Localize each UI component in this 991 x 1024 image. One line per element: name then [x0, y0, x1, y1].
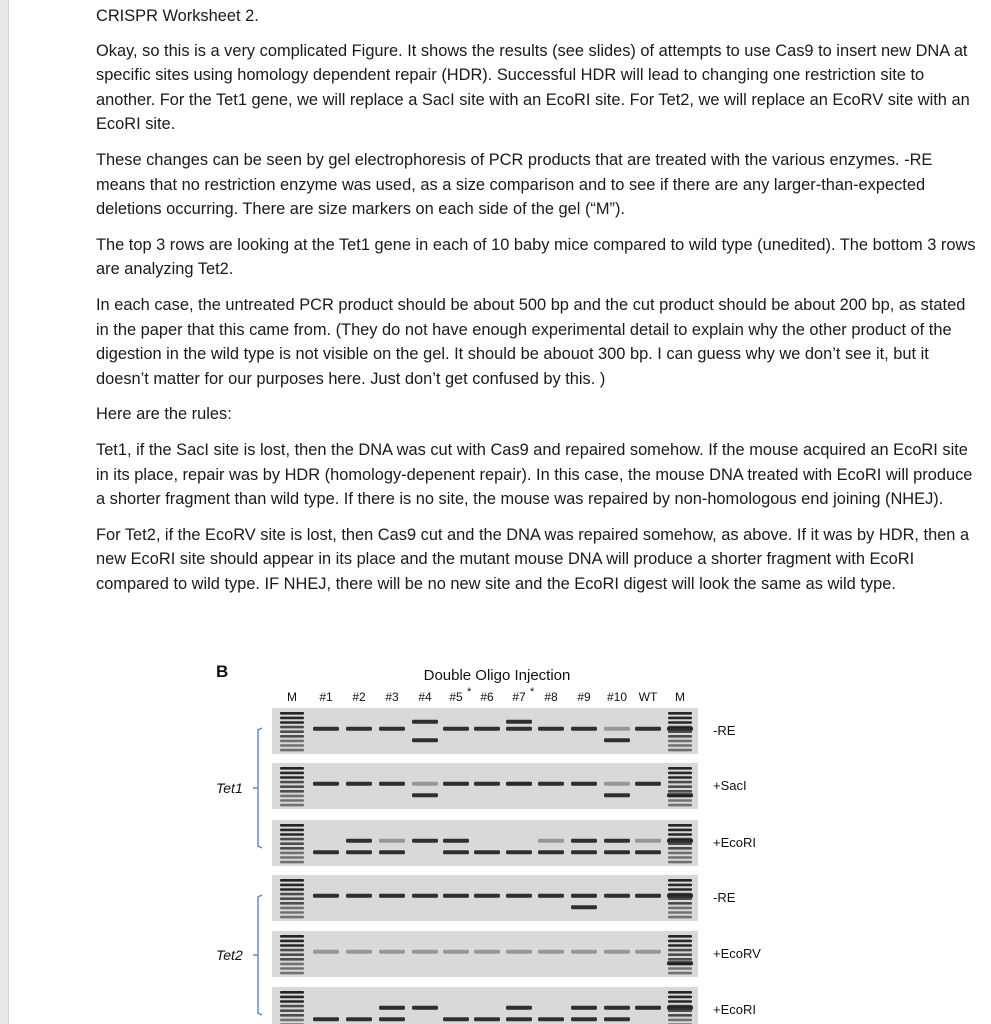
lane-label-n10: #10	[606, 690, 628, 704]
row-label-tet2-ecori: +EcoRI	[713, 1002, 756, 1017]
lane-label-n6: #6	[480, 690, 494, 704]
ladder-band	[280, 776, 304, 779]
gel-tet2-ecorv	[272, 931, 698, 977]
ladder-band	[280, 888, 304, 891]
row-label-tet1-ecori: +EcoRI	[713, 835, 756, 850]
ladder-band	[668, 967, 692, 970]
gel-band	[604, 894, 630, 898]
gel-band	[667, 1006, 693, 1010]
ladder-band	[668, 852, 692, 855]
ladder-band	[668, 897, 692, 900]
ladder-band	[668, 721, 692, 724]
ladder-band	[280, 967, 304, 970]
ladder-band	[280, 799, 304, 802]
gel-band	[506, 894, 532, 898]
gel-band	[604, 727, 630, 731]
gel-tet2-ecori	[272, 987, 698, 1024]
ladder-band	[668, 749, 692, 752]
gel-tet1-ecori	[272, 820, 698, 866]
gel-band	[379, 839, 405, 843]
lane-labels	[287, 686, 685, 704]
gel-band	[667, 894, 693, 898]
gel-band	[604, 850, 630, 854]
gel-band	[571, 1006, 597, 1010]
ladder-band	[280, 852, 304, 855]
group-brackets	[216, 728, 262, 1015]
gel-band	[538, 894, 564, 898]
ladder-band	[280, 856, 304, 859]
gel-band	[474, 894, 500, 898]
ladder-band	[668, 735, 692, 738]
ladder-band	[280, 1014, 304, 1017]
gel-band	[379, 894, 405, 898]
gel-band	[635, 894, 661, 898]
ladder-band	[280, 953, 304, 956]
gel-band	[506, 1006, 532, 1010]
gel-band	[412, 894, 438, 898]
gel-band	[538, 850, 564, 854]
gel-band	[313, 1017, 339, 1021]
gel-band	[538, 1017, 564, 1021]
ladder-band	[668, 824, 692, 827]
ladder-band	[668, 935, 692, 938]
gel-tet1-re	[272, 708, 698, 754]
row-label-tet2-ecorv: +EcoRV	[713, 946, 761, 961]
gel-band	[443, 950, 469, 954]
gel-band	[474, 727, 500, 731]
gel-band	[571, 905, 597, 909]
gel-band	[474, 850, 500, 854]
gel-band	[412, 950, 438, 954]
ladder-band	[280, 740, 304, 743]
ladder-band	[280, 744, 304, 747]
gel-band	[571, 850, 597, 854]
marker-ladder	[668, 879, 692, 918]
ladder-band	[668, 856, 692, 859]
gel-band	[604, 782, 630, 786]
ladder-band	[668, 785, 692, 788]
ladder-band	[668, 1019, 692, 1022]
ladder-band	[668, 879, 692, 882]
gel-tet2-re	[272, 875, 698, 921]
ladder-band	[280, 712, 304, 715]
gel-band	[443, 894, 469, 898]
lane-star-n5: *	[467, 686, 472, 698]
ladder-band	[280, 1000, 304, 1003]
ladder-band	[280, 996, 304, 999]
gel-band	[571, 839, 597, 843]
ladder-band	[280, 893, 304, 896]
ladder-band	[668, 911, 692, 914]
gel-band	[667, 839, 693, 843]
gel-background	[272, 931, 698, 977]
ladder-band	[668, 804, 692, 807]
gel-band	[379, 727, 405, 731]
lane-label-n9: #9	[577, 690, 591, 704]
ladder-band	[668, 949, 692, 952]
paragraph-sizes: In each case, the untreated PCR product should be about 500 bp and the cut product should be about 200 bp, as stated in the paper that this came from. (They do not have enough experimental detail to explain why the other product of the digestion in the wild type is not visible on the gel. It should be abouot 300 bp. I can guess why we don’t see it, but it doesn’t matter for our purposes here. Just don’t get confused by this. )	[96, 295, 966, 388]
lane-label-n2: #2	[352, 690, 366, 704]
ladder-band	[280, 1009, 304, 1012]
gel-band	[474, 950, 500, 954]
gel-band	[412, 793, 438, 797]
marker-ladder	[668, 712, 692, 751]
gel-band	[346, 894, 372, 898]
gel-band	[443, 850, 469, 854]
gel-band	[379, 1006, 405, 1010]
gel-band	[443, 1017, 469, 1021]
ladder-band	[280, 940, 304, 943]
ladder-band	[280, 907, 304, 910]
ladder-band	[280, 717, 304, 720]
gel-band	[635, 1006, 661, 1010]
gel-band	[346, 782, 372, 786]
ladder-band	[668, 799, 692, 802]
gel-band	[412, 782, 438, 786]
gel-band	[506, 850, 532, 854]
ladder-band	[280, 944, 304, 947]
group-label-tet2: Tet2	[216, 947, 243, 963]
gel-band	[412, 1006, 438, 1010]
ladder-band	[668, 958, 692, 961]
ladder-band	[280, 838, 304, 841]
gel-band	[604, 839, 630, 843]
row-labels	[713, 723, 761, 1017]
ladder-band	[668, 1014, 692, 1017]
ladder-band	[280, 842, 304, 845]
gel-band	[635, 850, 661, 854]
ladder-band	[280, 963, 304, 966]
marker-ladder	[280, 712, 304, 751]
gel-band	[379, 1017, 405, 1021]
gel-band	[604, 1006, 630, 1010]
ladder-band	[668, 772, 692, 775]
ladder-band	[280, 767, 304, 770]
gel-band	[571, 782, 597, 786]
row-label-tet2-re: -RE	[713, 890, 736, 905]
ladder-band	[668, 712, 692, 715]
lane-label-n1: #1	[319, 690, 333, 704]
ladder-band	[280, 785, 304, 788]
lane-label-n5: #5	[449, 690, 463, 704]
paragraph-gel-method: These changes can be seen by gel electrophoresis of PCR products that are treated with the various enzymes. -RE means that no restriction enzyme was used, as a size comparison and to see if there are any larger-than-expected deletions occurring. There are size markers on each side of the gel (“M”).	[96, 150, 933, 219]
gel-band	[346, 727, 372, 731]
lane-star-n7: *	[530, 686, 535, 698]
ladder-band	[280, 730, 304, 733]
gel-band	[379, 850, 405, 854]
ladder-band	[280, 902, 304, 905]
ladder-band	[668, 940, 692, 943]
ladder-band	[668, 833, 692, 836]
lane-label-wt: WT	[638, 690, 658, 704]
marker-ladder	[280, 767, 304, 806]
gel-band	[667, 727, 693, 731]
ladder-band	[280, 790, 304, 793]
gel-band	[313, 950, 339, 954]
ladder-band	[280, 1005, 304, 1008]
gel-band	[313, 850, 339, 854]
ladder-band	[668, 953, 692, 956]
ladder-band	[280, 721, 304, 724]
gel-band	[346, 1017, 372, 1021]
ladder-band	[668, 740, 692, 743]
gel-band	[571, 727, 597, 731]
ladder-band	[668, 744, 692, 747]
marker-ladder	[280, 879, 304, 918]
gel-band	[346, 850, 372, 854]
gel-band	[604, 738, 630, 742]
ladder-band	[280, 726, 304, 729]
gel-band	[571, 1017, 597, 1021]
paragraph-rows: The top 3 rows are looking at the Tet1 gene in each of 10 baby mice compared to wild type (unedited). The bottom 3 rows are analyzing Tet2.	[96, 235, 976, 279]
ladder-band	[280, 735, 304, 738]
lane-label-n4: #4	[418, 690, 432, 704]
ladder-band	[668, 790, 692, 793]
ladder-band	[280, 829, 304, 832]
ladder-band	[668, 829, 692, 832]
ladder-band	[668, 972, 692, 975]
gel-band	[667, 793, 693, 797]
ladder-band	[668, 717, 692, 720]
lane-label-n3: #3	[385, 690, 399, 704]
ladder-band	[668, 907, 692, 910]
gel-band	[506, 1017, 532, 1021]
gel-band	[604, 950, 630, 954]
ladder-band	[668, 847, 692, 850]
ladder-band	[668, 944, 692, 947]
ladder-band	[668, 916, 692, 919]
ladder-band	[280, 972, 304, 975]
gel-background	[272, 708, 698, 754]
ladder-band	[668, 842, 692, 845]
ladder-band	[280, 847, 304, 850]
ladder-band	[280, 795, 304, 798]
lane-label-m-right: M	[675, 690, 685, 704]
gel-rows	[272, 708, 698, 1024]
gel-band	[379, 950, 405, 954]
ladder-band	[280, 949, 304, 952]
gel-band	[346, 839, 372, 843]
gel-band	[635, 782, 661, 786]
bracket	[258, 895, 262, 1015]
gel-band	[506, 727, 532, 731]
gel-band	[379, 782, 405, 786]
lane-label-n8: #8	[544, 690, 558, 704]
worksheet-title: CRISPR Worksheet 2.	[96, 7, 259, 25]
ladder-band	[280, 1019, 304, 1022]
ladder-band	[280, 749, 304, 752]
ladder-band	[280, 958, 304, 961]
gel-band	[474, 1017, 500, 1021]
gel-band	[667, 961, 693, 965]
gel-band	[635, 839, 661, 843]
lane-label-n7: #7	[512, 690, 526, 704]
ladder-band	[280, 772, 304, 775]
gel-band	[571, 950, 597, 954]
ladder-band	[668, 1009, 692, 1012]
marker-ladder	[668, 824, 692, 863]
row-label-tet1-saci: +SacI	[713, 778, 747, 793]
ladder-band	[668, 776, 692, 779]
ladder-band	[668, 1000, 692, 1003]
marker-ladder	[668, 935, 692, 974]
figure-title: Double Oligo Injection	[423, 667, 571, 684]
ladder-band	[668, 730, 692, 733]
marker-ladder	[668, 767, 692, 806]
ladder-band	[280, 935, 304, 938]
ladder-band	[280, 781, 304, 784]
ladder-band	[668, 888, 692, 891]
gel-band	[443, 782, 469, 786]
panel-label: B	[216, 662, 229, 681]
row-label-tet1-re: -RE	[713, 723, 736, 738]
gel-band	[538, 727, 564, 731]
ladder-band	[280, 824, 304, 827]
gel-band	[474, 782, 500, 786]
ladder-band	[280, 884, 304, 887]
paragraph-tet1-rule: Tet1, if the SacI site is lost, then the DNA was cut with Cas9 and repaired somehow. If the mouse acquired an EcoRI site in its place, repair was by HDR (homology-depenent repair). In this case, the mouse DNA treated with EcoRI will produce a shorter fragment than wild type. If there is no site, the mouse was repaired by non-homologous end joining (NHEJ).	[96, 440, 973, 509]
gel-band	[313, 782, 339, 786]
gel-band	[571, 894, 597, 898]
gel-band	[412, 720, 438, 724]
ladder-band	[668, 991, 692, 994]
ladder-band	[280, 861, 304, 864]
gel-band	[443, 727, 469, 731]
gel-band	[506, 782, 532, 786]
gel-tet1-saci	[272, 763, 698, 809]
gel-band	[538, 839, 564, 843]
ladder-band	[668, 767, 692, 770]
group-label-tet1: Tet1	[216, 780, 243, 796]
marker-ladder	[280, 824, 304, 863]
gel-background	[272, 820, 698, 866]
ladder-band	[668, 781, 692, 784]
ladder-band	[668, 996, 692, 999]
gel-band	[346, 950, 372, 954]
paragraph-intro: Okay, so this is a very complicated Figure. It shows the results (see slides) of attempts to use Cas9 to insert new DNA at specific sites using homology dependent repair (HDR). Successful HDR will lead to changing one restriction site to another. For the Tet1 gene, we will replace a SacI site with an EcoRI site. For Tet2, we will replace an EcoRV site with an EcoRI site.	[96, 41, 970, 134]
gel-band	[538, 782, 564, 786]
gel-band	[506, 950, 532, 954]
gel-background	[272, 763, 698, 809]
gel-background	[272, 875, 698, 921]
bracket	[258, 728, 262, 848]
ladder-band	[668, 902, 692, 905]
ladder-band	[280, 911, 304, 914]
gel-band	[506, 720, 532, 724]
gel-band	[313, 894, 339, 898]
lane-label-m: M	[287, 690, 297, 704]
gel-band	[443, 839, 469, 843]
paragraph-tet2-rule: For Tet2, if the EcoRV site is lost, then Cas9 cut and the DNA was repaired somehow, as above. If it was by HDR, then a new EcoRI site should appear in its place and the mutant mouse DNA will produce a shorter fragment with EcoRI compared to wild type. IF NHEJ, there will be no new site and the EcoRI digest will look the same as wild type.	[96, 525, 970, 593]
ladder-band	[280, 804, 304, 807]
ladder-band	[280, 991, 304, 994]
paragraph-rules-heading: Here are the rules:	[96, 405, 232, 424]
gel-band	[635, 727, 661, 731]
ladder-band	[668, 861, 692, 864]
gel-band	[635, 950, 661, 954]
ladder-band	[280, 879, 304, 882]
ladder-band	[280, 833, 304, 836]
gel-band	[604, 793, 630, 797]
gel-band	[538, 950, 564, 954]
gel-band	[412, 738, 438, 742]
gel-band	[313, 727, 339, 731]
gel-band	[412, 839, 438, 843]
marker-ladder	[280, 935, 304, 974]
ladder-band	[280, 897, 304, 900]
gel-band	[604, 1017, 630, 1021]
ladder-band	[668, 884, 692, 887]
ladder-band	[280, 916, 304, 919]
